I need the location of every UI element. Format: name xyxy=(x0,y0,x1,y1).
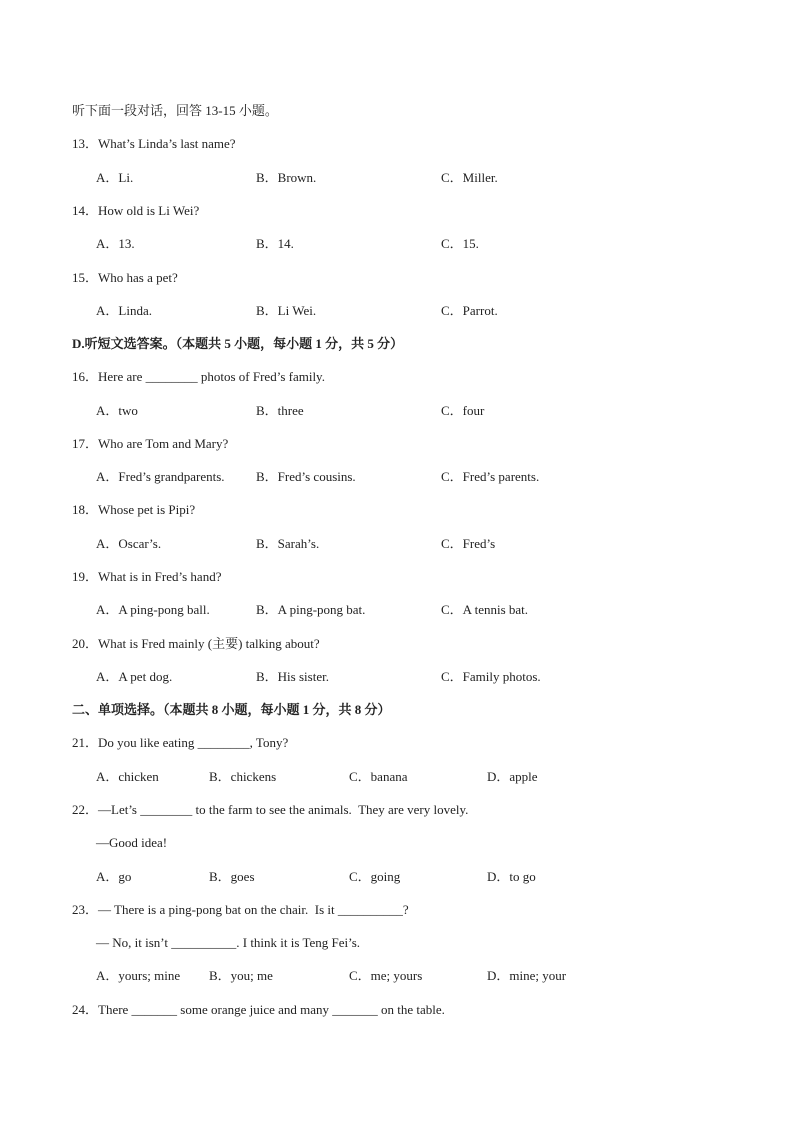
question-24: 24．There _______ some orange juice and many _______ on the table. xyxy=(72,1002,445,1017)
option-23-a: A．yours; mine xyxy=(96,968,181,983)
question-22-reply: —Good idea! xyxy=(96,835,168,850)
option-14-b: B．14. xyxy=(256,236,294,251)
question-13: 13．What’s Linda’s last name? xyxy=(72,136,236,151)
question-23: 23．— There is a ping-pong bat on the chair. Is it __________? xyxy=(72,902,409,917)
option-15-c: C．Parrot. xyxy=(441,303,498,318)
question-20: 20．What is Fred mainly (主要) talking about? xyxy=(72,636,320,651)
option-20-b: B．His sister. xyxy=(256,669,329,684)
section-d-heading: D.听短文选答案。（本题共 5 小题，每小题 1 分，共 5 分） xyxy=(72,336,404,351)
option-20-a: A．A pet dog. xyxy=(96,669,173,684)
section-2-heading: 二、单项选择。（本题共 8 小题，每小题 1 分，共 8 分） xyxy=(72,702,391,717)
option-17-a: A．Fred’s grandparents. xyxy=(96,469,225,484)
option-21-c: C．banana xyxy=(349,769,408,784)
question-17: 17．Who are Tom and Mary? xyxy=(72,436,229,451)
option-23-b: B．you; me xyxy=(209,968,273,983)
option-13-c: C．Miller. xyxy=(441,170,498,185)
option-19-a: A．A ping-pong ball. xyxy=(96,602,210,617)
question-18: 18．Whose pet is Pipi? xyxy=(72,502,196,517)
question-23-reply: — No, it isn’t __________. I think it is Teng Fei’s. xyxy=(96,935,361,950)
intro-instruction: 听下面一段对话，回答 13-15 小题。 xyxy=(72,103,278,118)
option-16-c: C．four xyxy=(441,403,485,418)
option-13-b: B．Brown. xyxy=(256,170,317,185)
option-19-b: B．A ping-pong bat. xyxy=(256,602,366,617)
option-15-a: A．Linda. xyxy=(96,303,152,318)
option-16-b: B．three xyxy=(256,403,304,418)
option-17-c: C．Fred’s parents. xyxy=(441,469,540,484)
option-22-c: C．going xyxy=(349,869,401,884)
question-15: 15．Who has a pet? xyxy=(72,270,178,285)
option-22-d: D．to go xyxy=(487,869,536,884)
option-21-d: D．apple xyxy=(487,769,538,784)
option-16-a: A．two xyxy=(96,403,138,418)
option-18-a: A．Oscar’s. xyxy=(96,536,162,551)
option-20-c: C．Family photos. xyxy=(441,669,541,684)
option-18-b: B．Sarah’s. xyxy=(256,536,320,551)
option-14-a: A．13. xyxy=(96,236,135,251)
option-17-b: B．Fred’s cousins. xyxy=(256,469,356,484)
option-22-b: B．goes xyxy=(209,869,255,884)
question-21: 21．Do you like eating ________, Tony? xyxy=(72,735,289,750)
question-22: 22．—Let’s ________ to the farm to see the animals. They are very lovely. xyxy=(72,802,469,817)
option-23-c: C．me; yours xyxy=(349,968,423,983)
question-19: 19．What is in Fred’s hand? xyxy=(72,569,222,584)
option-13-a: A．Li. xyxy=(96,170,134,185)
option-19-c: C．A tennis bat. xyxy=(441,602,529,617)
option-14-c: C．15. xyxy=(441,236,479,251)
question-16: 16．Here are ________ photos of Fred’s family. xyxy=(72,369,325,384)
question-14: 14．How old is Li Wei? xyxy=(72,203,200,218)
option-23-d: D．mine; your xyxy=(487,968,567,983)
option-15-b: B．Li Wei. xyxy=(256,303,317,318)
option-21-a: A．chicken xyxy=(96,769,159,784)
option-18-c: C．Fred’s xyxy=(441,536,496,551)
option-21-b: B．chickens xyxy=(209,769,277,784)
option-22-a: A．go xyxy=(96,869,132,884)
